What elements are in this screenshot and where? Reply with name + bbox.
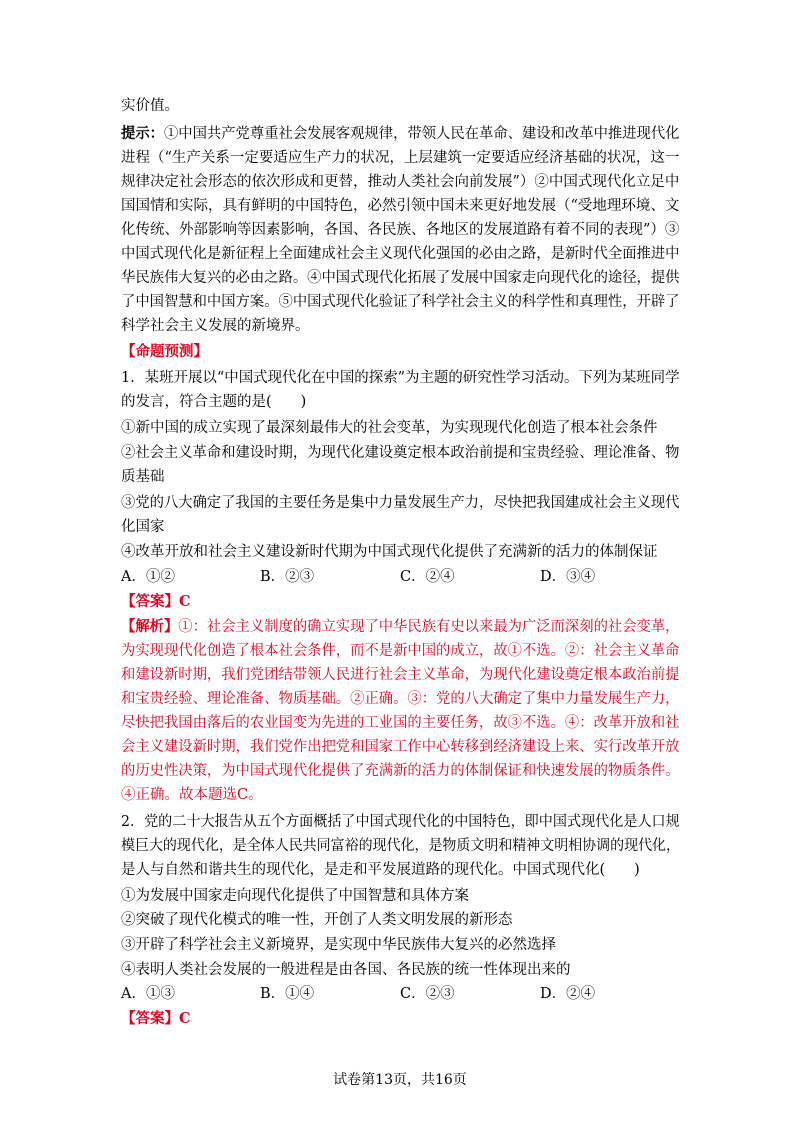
q2-stem-line: 模巨大的现代化，是全体人民共同富裕的现代化，是物质文明和精神文明相协调的现代化，	[121, 838, 681, 854]
q2-stem-line: 2．党的二十大报告从五个方面概括了中国式现代化的中国特色，即中国式现代化是人口规	[121, 814, 680, 830]
q1-analysis-line: 和建设新时期，我们党团结带领人民进行社会主义革命，为现代化建设奠定根本政治前提	[121, 667, 680, 683]
hint-first-text: ①中国共产党尊重社会发展客观规律，带领人民在革命、建设和改革中推进现代化	[163, 126, 680, 142]
q1-answer	[121, 592, 191, 612]
q1-analysis-first-text: ①：社会主义制度的确立实现了中华民族有史以来最为广泛而深刻的社会变革，	[178, 619, 680, 635]
q1-analysis-line: 为实现现代化创造了根本社会条件，而不是新中国的成立，故①不选。②：社会主义革命	[121, 643, 680, 659]
q2-option-a: A．①③	[121, 986, 175, 1002]
q1-option-d: D．③④	[540, 569, 596, 585]
hint-line: 规律决定社会形态的依次形成和更替，推动人类社会向前发展”）②中国式现代化立足中	[121, 174, 680, 190]
q2-statement: ③开辟了科学社会主义新境界，是实现中华民族伟大复兴的必然选择	[121, 937, 556, 953]
q2-option-b: B．①④	[260, 986, 315, 1002]
q2-answer	[121, 1009, 191, 1029]
hint-label: 提示：	[121, 125, 164, 142]
q1-statement: 质基础	[121, 469, 165, 485]
q1-analysis-line: 尽快把我国由落后的农业国变为先进的工业国的主要任务，故③不选。④：改革开放和社	[121, 715, 680, 731]
q1-statement: 化国家	[121, 519, 165, 535]
section-title: 【命题预测】	[121, 343, 208, 360]
q1-analysis-first-line	[121, 617, 679, 637]
q1-answer-label: 【答案】	[121, 593, 179, 610]
q2-statement: ②突破了现代化模式的唯一性，开创了人类文明发展的新形态	[121, 912, 513, 928]
hint-first-line	[121, 124, 679, 144]
hint-line: 国国情和实际，具有鲜明的中国特色，必然引领中国未来更好地发展（“受地理环境、文	[121, 198, 680, 214]
q1-answer-value: C	[179, 593, 191, 610]
q1-statement: ④改革开放和社会主义建设新时代期为中国式现代化提供了充满新的活力的体制保证	[121, 544, 658, 560]
q2-option-c: C．②③	[400, 986, 455, 1002]
intro-tail: 实价值。	[121, 98, 179, 114]
q1-analysis-line: 的历史性决策，为中国式现代化提供了充满新的活力的体制保证和快速发展的物质条件。	[121, 763, 680, 779]
q1-option-c: C．②④	[400, 569, 455, 585]
q1-stem-line: 1．某班开展以“中国式现代化在中国的探索”为主题的研究性学习活动。下列为某班同学	[121, 370, 680, 386]
hint-line: 了中国智慧和中国方案。⑤中国式现代化验证了科学社会主义的科学性和真理性，开辟了	[121, 294, 680, 310]
hint-line: 中国式现代化是新征程上全面建成社会主义现代化强国的必由之路，是新时代全面推进中	[121, 246, 680, 262]
q1-analysis-line: ④正确。故本题选C。	[121, 787, 263, 803]
q2-answer-value: C	[179, 1010, 191, 1027]
q1-option-a: A．①②	[121, 569, 175, 585]
q1-analysis-line: 会主义建设新时期，我们党作出把党和国家工作中心转移到经济建设上来、实行改革开放	[121, 739, 680, 755]
hint-line: 进程（“生产关系一定要适应生产力的状况，上层建筑一定要适应经济基础的状况，这一	[121, 150, 680, 166]
q1-stem-line: 的发言，符合主题的是( )	[121, 394, 307, 410]
q2-statement: ④表明人类社会发展的一般进程是由各国、各民族的统一性体现出来的	[121, 962, 571, 978]
q1-analysis-line: 和宝贵经验、理论准备、物质基础。②正确。③：党的八大确定了集中力量发展生产力，	[121, 691, 680, 707]
q2-stem-line: 是人与自然和谐共生的现代化，是走和平发展道路的现代化。中国式现代化( )	[121, 862, 640, 878]
q1-analysis-label: 【解析】	[121, 618, 179, 635]
hint-line: 华民族伟大复兴的必由之路。④中国式现代化拓展了发展中国家走向现代化的途径，提供	[121, 270, 680, 286]
q2-statement: ①为发展中国家走向现代化提供了中国智慧和具体方案	[121, 888, 469, 904]
q1-statement: ②社会主义革命和建设时期，为现代化建设奠定根本政治前提和宝贵经验、理论准备、物	[121, 445, 680, 461]
q1-option-b: B．②③	[260, 569, 315, 585]
q1-statement: ①新中国的成立实现了最深刻最伟大的社会变革，为实现现代化创造了根本社会条件	[121, 420, 658, 436]
q2-answer-label: 【答案】	[121, 1010, 179, 1027]
hint-line: 科学社会主义发展的新境界。	[121, 318, 310, 334]
q2-option-d: D．②④	[540, 986, 596, 1002]
page-footer: 试卷第13页，共16页	[333, 1072, 467, 1088]
hint-line: 化传统、外部影响等因素影响，各国、各民族、各地区的发展道路有着不同的表现”）③	[121, 222, 680, 238]
q1-statement: ③党的八大确定了我国的主要任务是集中力量发展生产力，尽快把我国建成社会主义现代	[121, 495, 680, 511]
